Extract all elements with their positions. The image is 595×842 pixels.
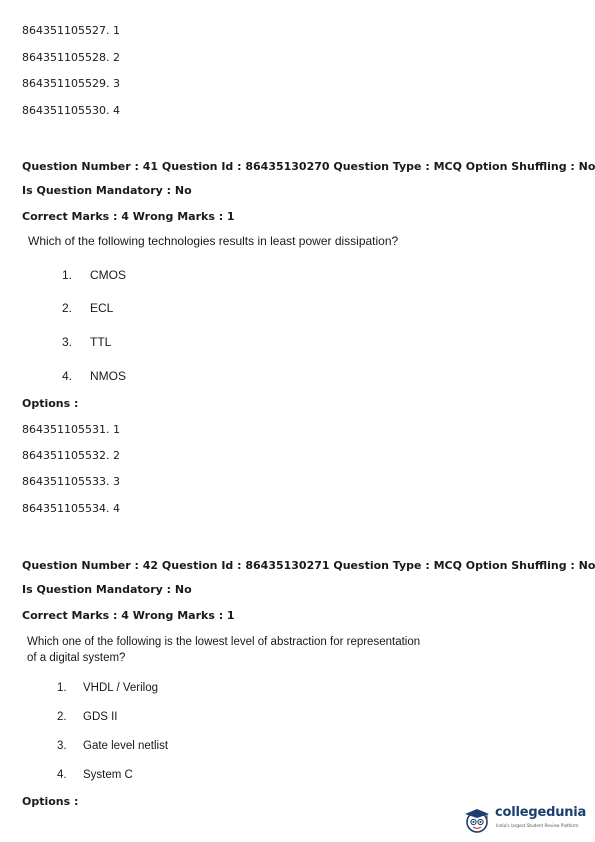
choice-number: 3.	[62, 335, 73, 349]
q41-marks-line: Correct Marks : 4 Wrong Marks : 1	[22, 210, 235, 223]
choice-number: 4.	[57, 769, 67, 781]
option-id-line: 864351105528. 2	[22, 51, 120, 64]
q41-question-text: Which of the following technologies results in least power dissipation?	[28, 234, 399, 248]
choice-text: GDS II	[83, 711, 118, 723]
collegedunia-logo	[462, 803, 592, 837]
choice-text: NMOS	[90, 369, 126, 383]
choice-number: 2.	[62, 301, 73, 315]
option-id-line: 864351105531. 1	[22, 423, 120, 436]
choice-text: System C	[83, 769, 133, 781]
choice-number: 1.	[57, 682, 67, 694]
q42-choice	[57, 710, 118, 725]
option-id-line: 864351105529. 3	[22, 77, 120, 90]
q42-marks-line: Correct Marks : 4 Wrong Marks : 1	[22, 609, 235, 622]
choice-text: Gate level netlist	[83, 740, 169, 752]
q42-choice	[57, 681, 158, 696]
q42-header-line1: Question Number : 42 Question Id : 86435130271 Question Type : MCQ Option Shuffling : No	[22, 559, 595, 572]
choice-number: 4.	[62, 369, 73, 383]
logo-name: collegedunia	[495, 805, 587, 820]
q41-choice	[62, 369, 126, 384]
option-id-line: 864351105533. 3	[22, 475, 120, 488]
choice-text: ECL	[90, 301, 114, 315]
q42-options-label: Options :	[22, 795, 79, 808]
choice-text: VHDL / Verilog	[83, 682, 158, 694]
q41-choice	[62, 335, 111, 350]
option-id-line: 864351105530. 4	[22, 104, 120, 117]
q42-question-text-line1: Which one of the following is the lowest level of abstraction for representation	[27, 636, 421, 648]
choice-text: TTL	[90, 335, 112, 349]
choice-text: CMOS	[90, 268, 126, 282]
option-id-line: 864351105527. 1	[22, 24, 120, 37]
q41-mandatory-line: Is Question Mandatory : No	[22, 184, 192, 197]
logo-tagline: India's largest Student Review Platform	[496, 823, 579, 828]
q42-mandatory-line: Is Question Mandatory : No	[22, 583, 192, 596]
option-id-line: 864351105534. 4	[22, 502, 120, 515]
choice-number: 2.	[57, 711, 67, 723]
q42-choice	[57, 768, 133, 783]
choice-number: 1.	[62, 268, 73, 282]
q42-question-text-line2: of a digital system?	[27, 652, 126, 664]
option-id-line: 864351105532. 2	[22, 449, 120, 462]
q41-choice	[62, 301, 113, 316]
choice-number: 3.	[57, 740, 67, 752]
graduate-mascot-icon	[462, 805, 492, 835]
q41-header-line1: Question Number : 41 Question Id : 86435130270 Question Type : MCQ Option Shuffling : No	[22, 160, 595, 173]
q42-choice	[57, 739, 168, 754]
q41-options-label: Options :	[22, 397, 79, 410]
q41-choice	[62, 268, 126, 283]
